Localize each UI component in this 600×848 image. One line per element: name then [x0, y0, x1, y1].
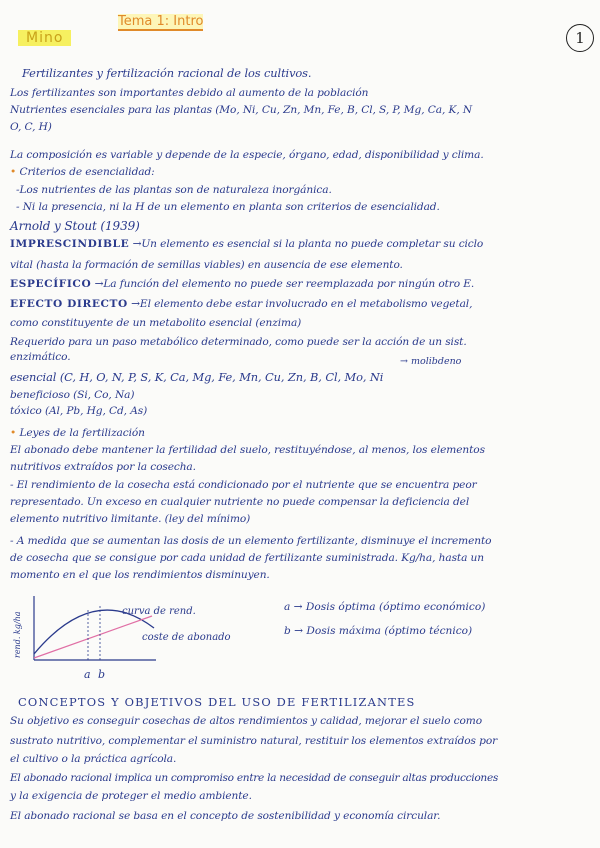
text-line: O, C, H)	[10, 121, 52, 133]
text-line: tóxico (Al, Pb, Hg, Cd, As)	[10, 405, 148, 417]
title-line: Fertilizantes y fertilización racional de los cultivos.	[22, 66, 312, 80]
text-line: esencial (C, H, O, N, P, S, K, Ca, Mg, Fe, Mn, Cu, Zn, B, Cl, Mo, Ni	[10, 370, 384, 384]
text-line: vital (hasta la formación de semillas viables) en ausencia de ese elemento.	[10, 259, 403, 271]
molibdeno-note: → molibdeno	[400, 356, 462, 367]
text-line: nutritivos extraídos por la cosecha.	[10, 461, 196, 473]
text-line: beneficioso (Si, Co, Na)	[10, 389, 135, 401]
text-line: sustrato nutritivo, complementar el suministro natural, restituir los elementos extraídos por	[10, 735, 498, 747]
bullet-icon: •	[10, 427, 17, 439]
text-line: Su objetivo es conseguir cosechas de altos rendimientos y calidad, mejorar el suelo como	[10, 715, 483, 727]
leyes-heading: Leyes de la fertilización	[19, 427, 145, 439]
text-line: elemento nutritivo limitante. (ley del mínimo)	[10, 513, 251, 525]
especifico-label: ESPECÍFICO	[10, 278, 92, 290]
efecto-directo-label: EFECTO DIRECTO	[10, 298, 128, 310]
text-line: Arnold y Stout (1939)	[10, 219, 140, 233]
criteria-heading: Criterios de esencialidad:	[19, 166, 155, 178]
text-line: representado. Un exceso en cualquier nutriente no puede compensar la deficiencia del	[10, 496, 470, 508]
cost-label: coste de abonado	[142, 632, 231, 643]
text-line: - Ni la presencia, ni la H de un elemento en planta son criterios de esencialidad.	[16, 201, 440, 213]
y-axis-label: rend. kg/ha	[13, 611, 22, 658]
text-line: - A medida que se aumentan las dosis de un elemento fertilizante, disminuye el incremento	[10, 535, 492, 547]
text-line: enzimático.	[10, 351, 71, 363]
text-line	[10, 298, 472, 310]
text-line: el cultivo o la práctica agrícola.	[10, 753, 177, 765]
definition-a: a → Dosis óptima (óptimo económico)	[284, 601, 486, 613]
text-line: y la exigencia de proteger el medio ambiente.	[10, 790, 252, 802]
imprescindible-label: IMPRESCINDIBLE	[10, 238, 130, 250]
subject-label: Mino	[18, 30, 71, 46]
text-line: El abonado racional se basa en el concepto de sostenibilidad y economía circular.	[10, 810, 441, 822]
definition-b: b → Dosis máxima (óptimo técnico)	[284, 625, 473, 637]
text-line: momento en el que los rendimientos disminuyen.	[10, 569, 270, 581]
text-line: de cosecha que se consigue por cada unidad de fertilizante suministrada. Kg/ha, hasta un	[10, 552, 484, 564]
topic-title: Tema 1: Intro	[118, 14, 204, 29]
efecto-directo-text: →El elemento debe estar involucrado en el metabolismo vegetal,	[131, 298, 473, 310]
text-line	[10, 166, 155, 178]
text-line: Nutrientes esenciales para las plantas (Mo, Ni, Cu, Zn, Mn, Fe, B, Cl, S, P, Mg, Ca, K, N	[10, 104, 473, 116]
cost-line	[34, 616, 152, 658]
yield-curve-sketch	[4, 588, 304, 688]
text-line: Requerido para un paso metabólico determinado, como puede ser la acción de un sist.	[10, 336, 467, 348]
text-line: - El rendimiento de la cosecha está condicionado por el nutriente que se encuentra peor	[10, 479, 477, 491]
dose-a-label: a	[84, 668, 91, 681]
text-line: El abonado debe mantener la fertilidad del suelo, restituyéndose, al menos, los elementos	[10, 444, 485, 456]
curve-label: curva de rend.	[122, 606, 196, 617]
dose-b-label: b	[98, 668, 106, 681]
imprescindible-text: →Un elemento es esencial si la planta no puede completar su ciclo	[132, 238, 484, 250]
especifico-text: →La función del elemento no puede ser reemplazada por ningún otro E.	[94, 278, 475, 290]
text-line	[10, 238, 483, 250]
text-line	[10, 278, 474, 290]
bullet-icon: •	[10, 166, 17, 178]
section-heading: CONCEPTOS Y OBJETIVOS DEL USO DE FERTILIZANTES	[18, 695, 416, 709]
text-line: El abonado racional implica un compromiso entre la necesidad de conseguir altas producciones	[10, 772, 499, 784]
text-line: como constituyente de un metabolito esencial (enzima)	[10, 317, 302, 329]
text-line: La composición es variable y depende de la especie, órgano, edad, disponibilidad y clima.	[10, 149, 484, 161]
text-line: Los fertilizantes son importantes debido al aumento de la población	[10, 87, 369, 99]
page-number: 1	[566, 24, 594, 52]
text-line	[10, 427, 145, 439]
text-line: -Los nutrientes de las plantas son de naturaleza inorgánica.	[16, 184, 332, 196]
